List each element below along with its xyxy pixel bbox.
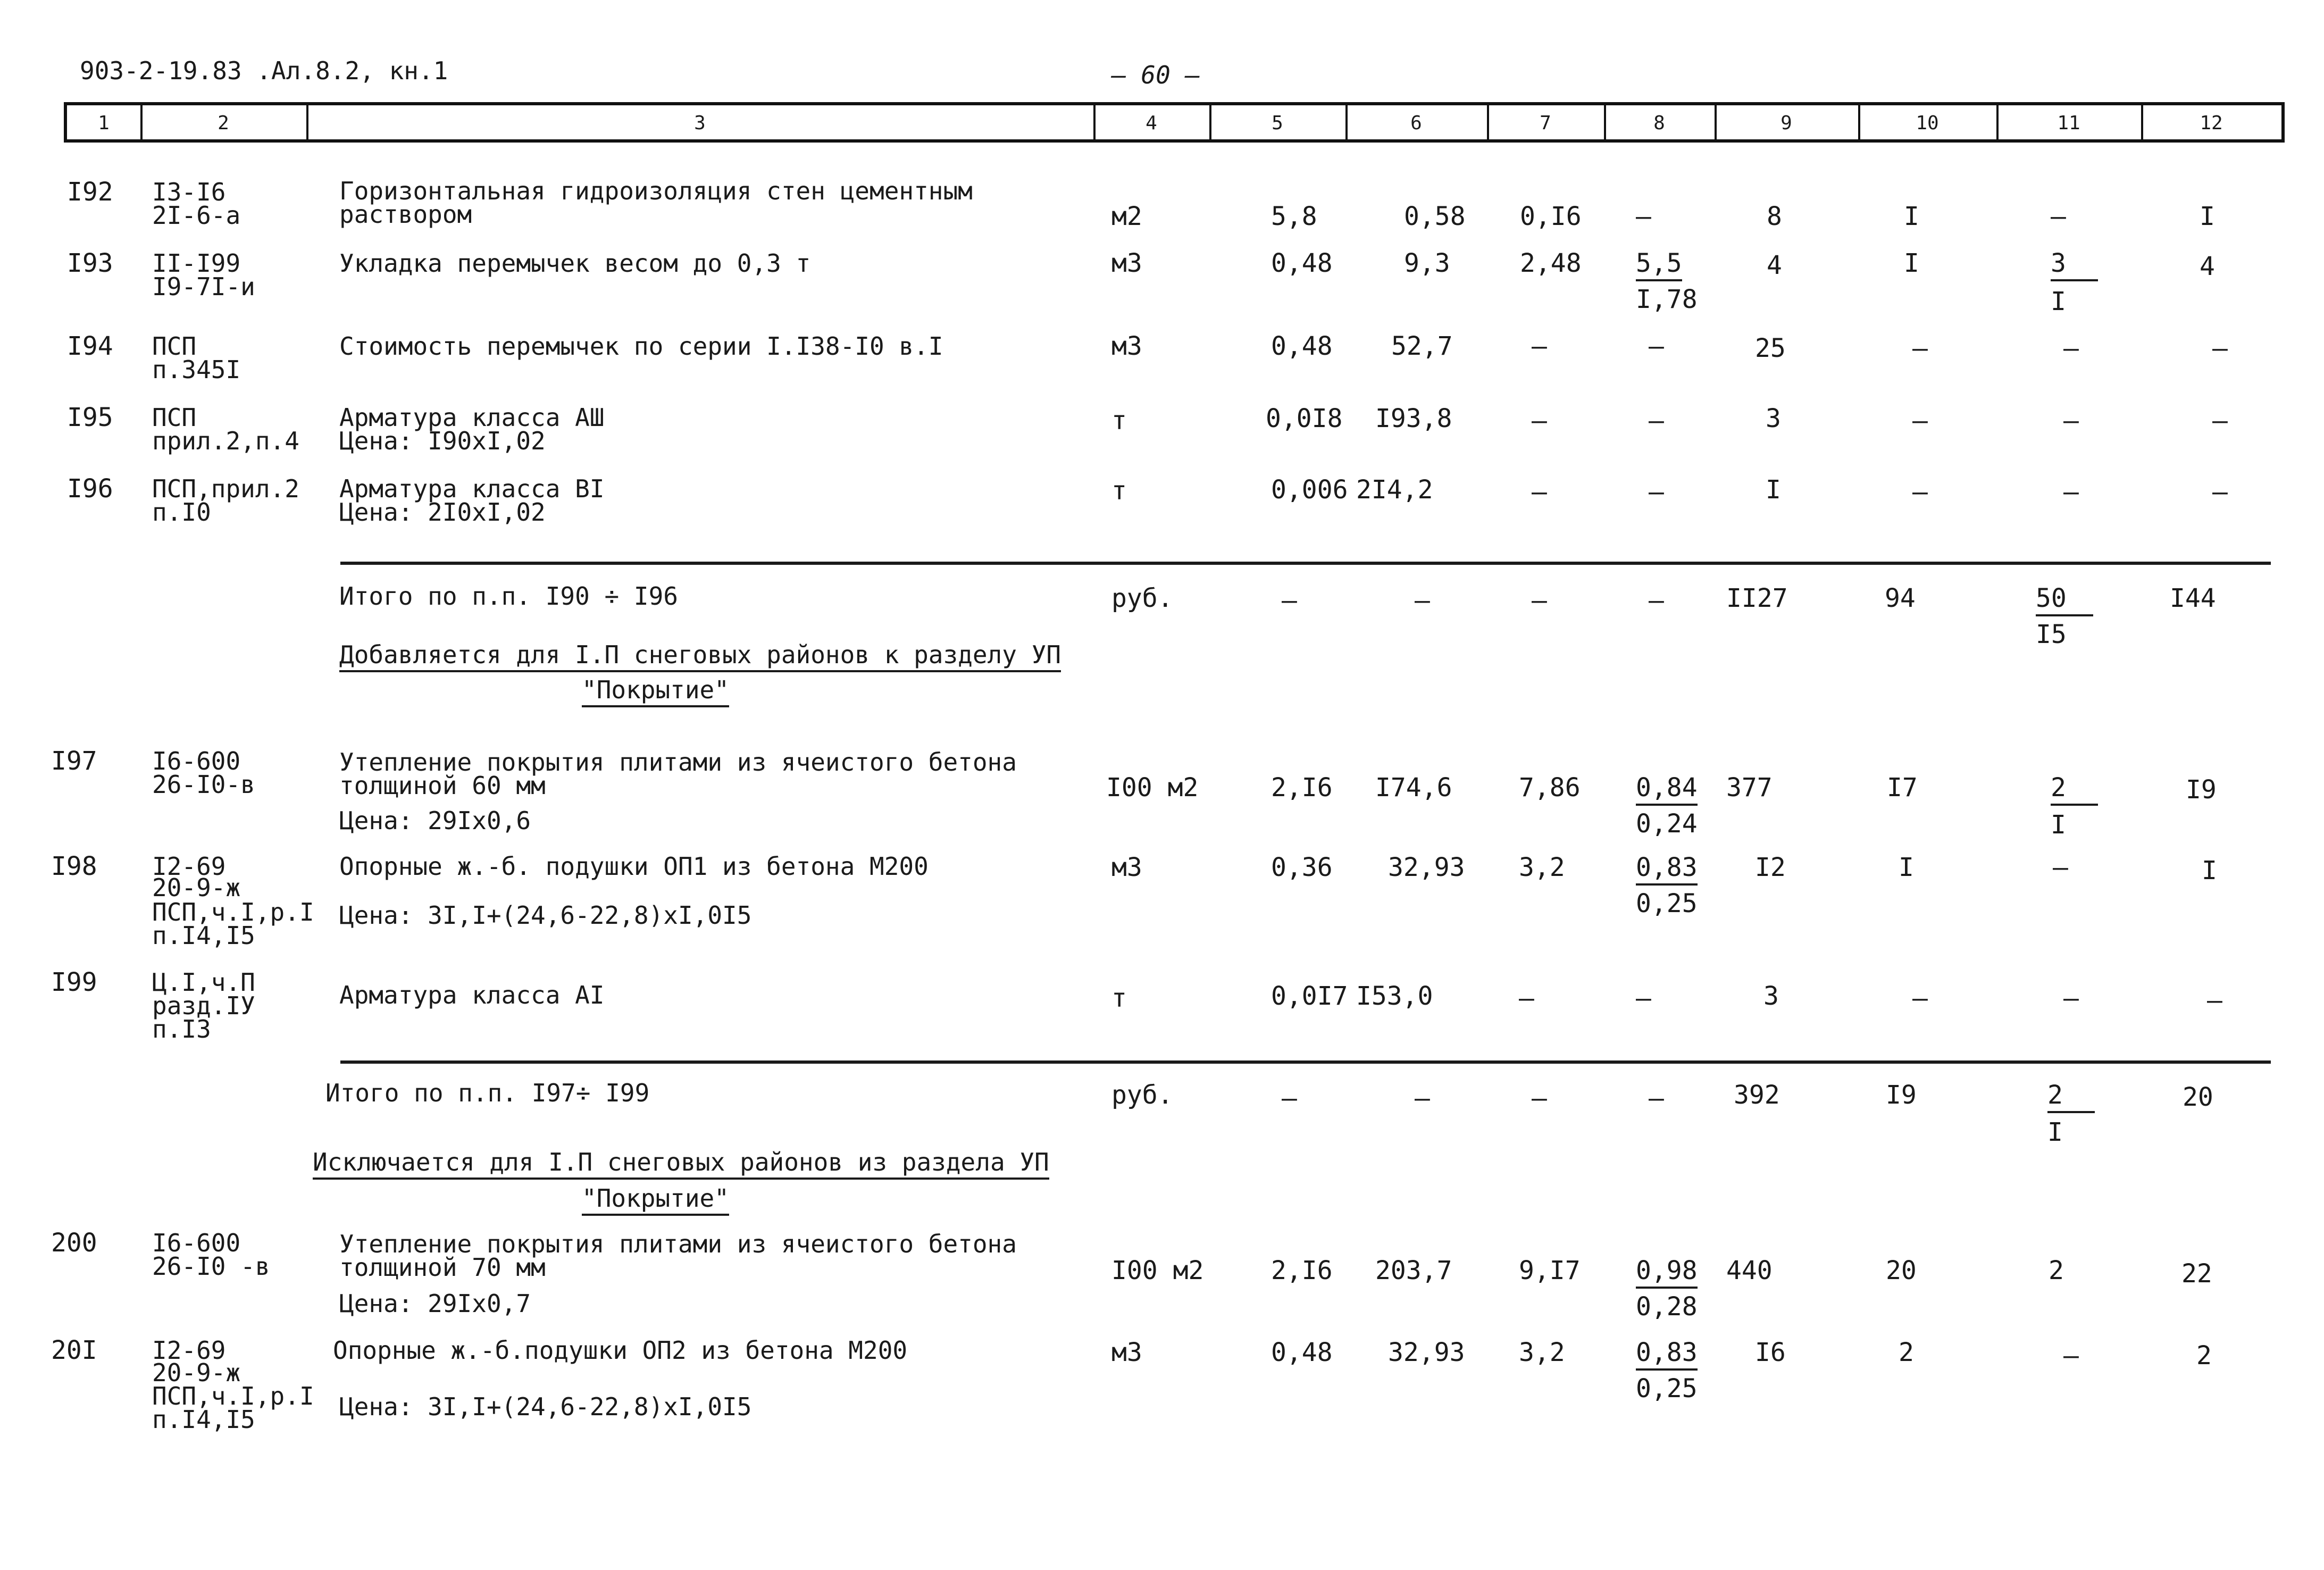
cell-col7: – [1532,586,1547,615]
cell-col11-numerator: 50 [2036,585,2093,612]
page-number: — 60 — [1111,61,1200,89]
col-header-10: 10 [1916,112,1939,134]
col-header-8: 8 [1653,112,1665,134]
cell-col11-denominator: I [2051,810,2066,840]
cell-col6: 0,58 [1404,202,1466,231]
cell-col5: 0,0I7 [1271,981,1348,1011]
row-description: толщиной 60 мм [339,771,546,800]
row-unit: I00 м2 [1111,1256,1204,1285]
cell-col10: 94 [1885,583,1916,613]
cell-col5: 0,006 [1271,475,1348,505]
row-number: I97 [51,746,97,776]
document-code: 903-2-19.83 .Ал.8.2, кн.1 [80,56,448,85]
cell-col8: – [1649,1083,1664,1113]
subtotal-unit: руб. [1111,1080,1173,1110]
row-description: Стоимость перемычек по серии I.I38-I0 в.I [339,332,943,361]
cell-col12: – [2212,477,2228,507]
cell-col12: – [2207,986,2222,1015]
row-price: Цена: 29Iх0,7 [339,1289,531,1318]
cell-col8: – [1649,477,1664,507]
cell-col9: II27 [1726,583,1788,613]
row-number: I99 [51,967,97,997]
cell-col7: 0,I6 [1520,202,1582,231]
cell-col7: 2,48 [1520,248,1582,278]
cell-col6: I74,6 [1375,773,1452,803]
cell-col11: – [2063,406,2079,436]
cell-col6: 9,3 [1404,248,1450,278]
row-code: 2I-6-а [152,201,241,230]
cell-col8-denominator: I,78 [1636,285,1698,314]
row-code: ПСП [152,332,197,361]
row-unit: м2 [1111,202,1142,231]
cell-col8: – [1636,202,1651,231]
cell-col11: – [2051,202,2066,231]
col-header-2: 2 [218,112,229,134]
cell-col6: I53,0 [1356,981,1433,1011]
cell-col8-numerator: 5,5 [1636,250,1682,277]
cell-col11: – [2063,477,2079,507]
row-code: п.I4,I5 [152,1405,255,1434]
col-header-12: 12 [2200,112,2223,134]
row-code: разд.IУ [152,991,255,1020]
cell-col5: 2,I6 [1271,1256,1333,1285]
row-code: прил.2,п.4 [152,427,299,455]
cell-col12: – [2212,406,2228,436]
cell-col7: – [1519,983,1534,1013]
cell-col6: 203,7 [1375,1256,1452,1285]
cell-col10: – [1912,333,1928,363]
cell-col6: 52,7 [1391,331,1453,361]
cell-col8: – [1649,586,1664,615]
row-description: Укладка перемычек весом до 0,3 т [339,249,811,278]
row-number: 20I [51,1335,97,1365]
cell-col8-numerator: 0,83 [1636,1339,1698,1366]
cell-col8: – [1636,983,1651,1013]
row-code: п.I3 [152,1015,211,1043]
cell-col7: – [1532,1083,1547,1113]
row-price: Цена: 29Iх0,6 [339,806,531,835]
row-code: п.345I [152,355,241,384]
row-code: II-I99 [152,249,241,278]
cell-col7: 3,2 [1519,1338,1565,1367]
row-code: п.I0 [152,498,211,527]
cell-col7: 3,2 [1519,853,1565,882]
col-header-11: 11 [2057,112,2080,134]
cell-col6: 32,93 [1388,1338,1465,1367]
cell-col9: I [1766,475,1781,505]
cell-col6: 32,93 [1388,853,1465,882]
cell-col12: I9 [2186,775,2217,805]
cell-col10: – [1912,406,1928,436]
row-code: I6-600 [152,1229,241,1257]
cell-col10: I9 [1886,1080,1917,1110]
cell-col7: – [1532,477,1547,507]
cell-col9: 3 [1763,981,1779,1011]
cell-col12: 4 [2200,252,2215,281]
column-header-frame [64,102,2285,143]
cell-col5: 0,48 [1271,248,1333,278]
row-description: Горизонтальная гидроизоляция стен цементным [339,177,973,205]
row-code: I9-7I-и [152,272,255,301]
cell-col11-numerator: 3 [2051,250,2098,277]
col-header-1: 1 [98,112,110,134]
row-description: Утепление покрытия плитами из ячеистого бетона [339,1230,1017,1258]
cell-col5: – [1282,1083,1297,1113]
cell-col8-numerator: 0,83 [1636,854,1698,881]
cell-col5: – [1282,586,1297,615]
row-description: раствором [339,200,472,229]
row-price: Цена: 3I,I+(24,6-22,8)хI,0I5 [339,901,752,930]
cell-col9: 377 [1726,773,1773,803]
row-unit: т [1111,983,1127,1013]
cell-col8: – [1649,406,1664,436]
row-code: 26-I0-в [152,770,255,799]
divider-rule [340,1060,2271,1064]
cell-col8-denominator: 0,24 [1636,809,1698,839]
row-unit: м3 [1111,853,1142,882]
cell-col5: 0,36 [1271,853,1333,882]
row-description: Арматура класса ВI [339,474,605,503]
cell-col8-denominator: 0,25 [1636,1374,1698,1404]
row-code: I2-69 [152,1336,226,1365]
cell-col12: 20 [2183,1082,2213,1112]
col-header-4: 4 [1146,112,1157,134]
row-description: Цена: 2I0хI,02 [339,498,546,527]
cell-col9: I2 [1755,853,1786,882]
cell-col12: I [2200,202,2215,231]
cell-col5: 0,48 [1271,331,1333,361]
row-description: Опорные ж.-б. подушки ОП1 из бетона М200 [339,852,929,881]
row-number: I95 [67,403,113,432]
row-code: ПСП,прил.2 [152,474,299,503]
cell-col8: – [1649,331,1664,361]
cell-col6: – [1415,1083,1430,1113]
cell-col11: 2 [2049,1256,2064,1285]
cell-col8-numerator: 0,84 [1636,774,1698,801]
cell-col9: 4 [1767,250,1782,280]
col-header-9: 9 [1780,112,1792,134]
cell-col8-denominator: 0,25 [1636,889,1698,918]
col-header-5: 5 [1272,112,1283,134]
row-unit: I00 м2 [1106,773,1199,803]
row-description: толщиной 70 мм [339,1253,546,1282]
divider-rule [340,562,2271,565]
row-unit: т [1111,406,1127,436]
row-code: п.I4,I5 [152,921,255,950]
cell-col9: I6 [1755,1338,1786,1367]
row-number: 200 [51,1228,97,1258]
cell-col9: 25 [1755,333,1786,363]
cell-col10: I [1904,248,1919,278]
cell-col9: 3 [1766,404,1781,433]
col-header-6: 6 [1410,112,1422,134]
cell-col10: I [1899,853,1914,882]
cell-col8-denominator: 0,28 [1636,1292,1698,1322]
cell-col6: I93,8 [1375,404,1452,433]
cell-col10: – [1912,477,1928,507]
row-number: I98 [51,851,97,881]
row-code: Ц.I,ч.П [152,968,255,997]
col-header-7: 7 [1540,112,1551,134]
cell-col9: 8 [1767,202,1782,231]
row-code: I2-69 [152,852,226,881]
subtotal-label: Итого по п.п. I97÷ I99 [325,1079,650,1107]
row-description: Утепление покрытия плитами из ячеистого бетона [339,748,1017,776]
row-description: Арматура класса АШ [339,403,605,432]
cell-col9: 440 [1726,1256,1773,1285]
row-unit: м3 [1111,1338,1142,1367]
cell-col12: – [2212,333,2228,363]
cell-col12: I44 [2170,583,2216,613]
row-code: I6-600 [152,747,241,775]
cell-col11: – [2053,853,2068,882]
cell-col9: 392 [1734,1080,1780,1110]
cell-col11: – [2063,333,2079,363]
row-code: I3-I6 [152,178,226,206]
cell-col6: 2I4,2 [1356,475,1433,505]
row-description: Цена: I90хI,02 [339,427,546,455]
row-description: Арматура класса АI [339,981,605,1009]
cell-col7: 7,86 [1519,773,1581,803]
cell-col12: 2 [2196,1341,2212,1371]
cell-col6: – [1415,586,1430,615]
cell-col7: – [1532,331,1547,361]
cell-col11: – [2063,983,2079,1013]
col-header-3: 3 [694,112,706,134]
cell-col11-numerator: 2 [2047,1082,2095,1108]
cell-col10: I7 [1887,773,1918,803]
subtotal-label: Итого по п.п. I90 ÷ I96 [339,582,678,611]
cell-col5: 0,48 [1271,1338,1333,1367]
row-number: I94 [67,331,113,361]
row-code: ПСП,ч.I,р.I [152,898,314,926]
row-code: ПСП,ч.I,р.I [152,1382,314,1410]
row-code: ПСП [152,403,197,432]
cell-col5: 0,0I8 [1266,404,1343,433]
row-code: 20-9-ж [152,1358,241,1387]
row-code: 20-9-ж [152,873,241,902]
cell-col5: 5,8 [1271,202,1317,231]
cell-col12: 22 [2181,1259,2212,1289]
cell-col10: I [1904,202,1919,231]
row-price: Цена: 3I,I+(24,6-22,8)хI,0I5 [339,1392,752,1421]
cell-col7: 9,I7 [1519,1256,1581,1285]
row-number: I92 [67,177,113,207]
row-unit: м3 [1111,331,1142,361]
cell-col11-denominator: I5 [2036,620,2067,649]
row-unit: т [1111,476,1127,506]
cell-col5: 2,I6 [1271,773,1333,803]
row-code: 26-I0 -в [152,1252,270,1281]
cell-col10: – [1912,983,1928,1013]
row-number: I93 [67,248,113,278]
cell-col11-numerator: 2 [2051,774,2098,801]
subtotal-unit: руб. [1111,583,1173,613]
cell-col11-denominator: I [2047,1117,2063,1147]
cell-col10: 2 [1899,1338,1914,1367]
cell-col10: 20 [1886,1256,1917,1285]
row-description: Опорные ж.-б.подушки ОП2 из бетона М200 [333,1336,908,1365]
cell-col7: – [1532,406,1547,436]
cell-col11-denominator: I [2051,287,2066,316]
row-unit: м3 [1111,248,1142,278]
cell-col8-numerator: 0,98 [1636,1257,1698,1284]
cell-col12: I [2202,856,2217,886]
cell-col11: – [2063,1341,2079,1371]
row-number: I96 [67,474,113,504]
